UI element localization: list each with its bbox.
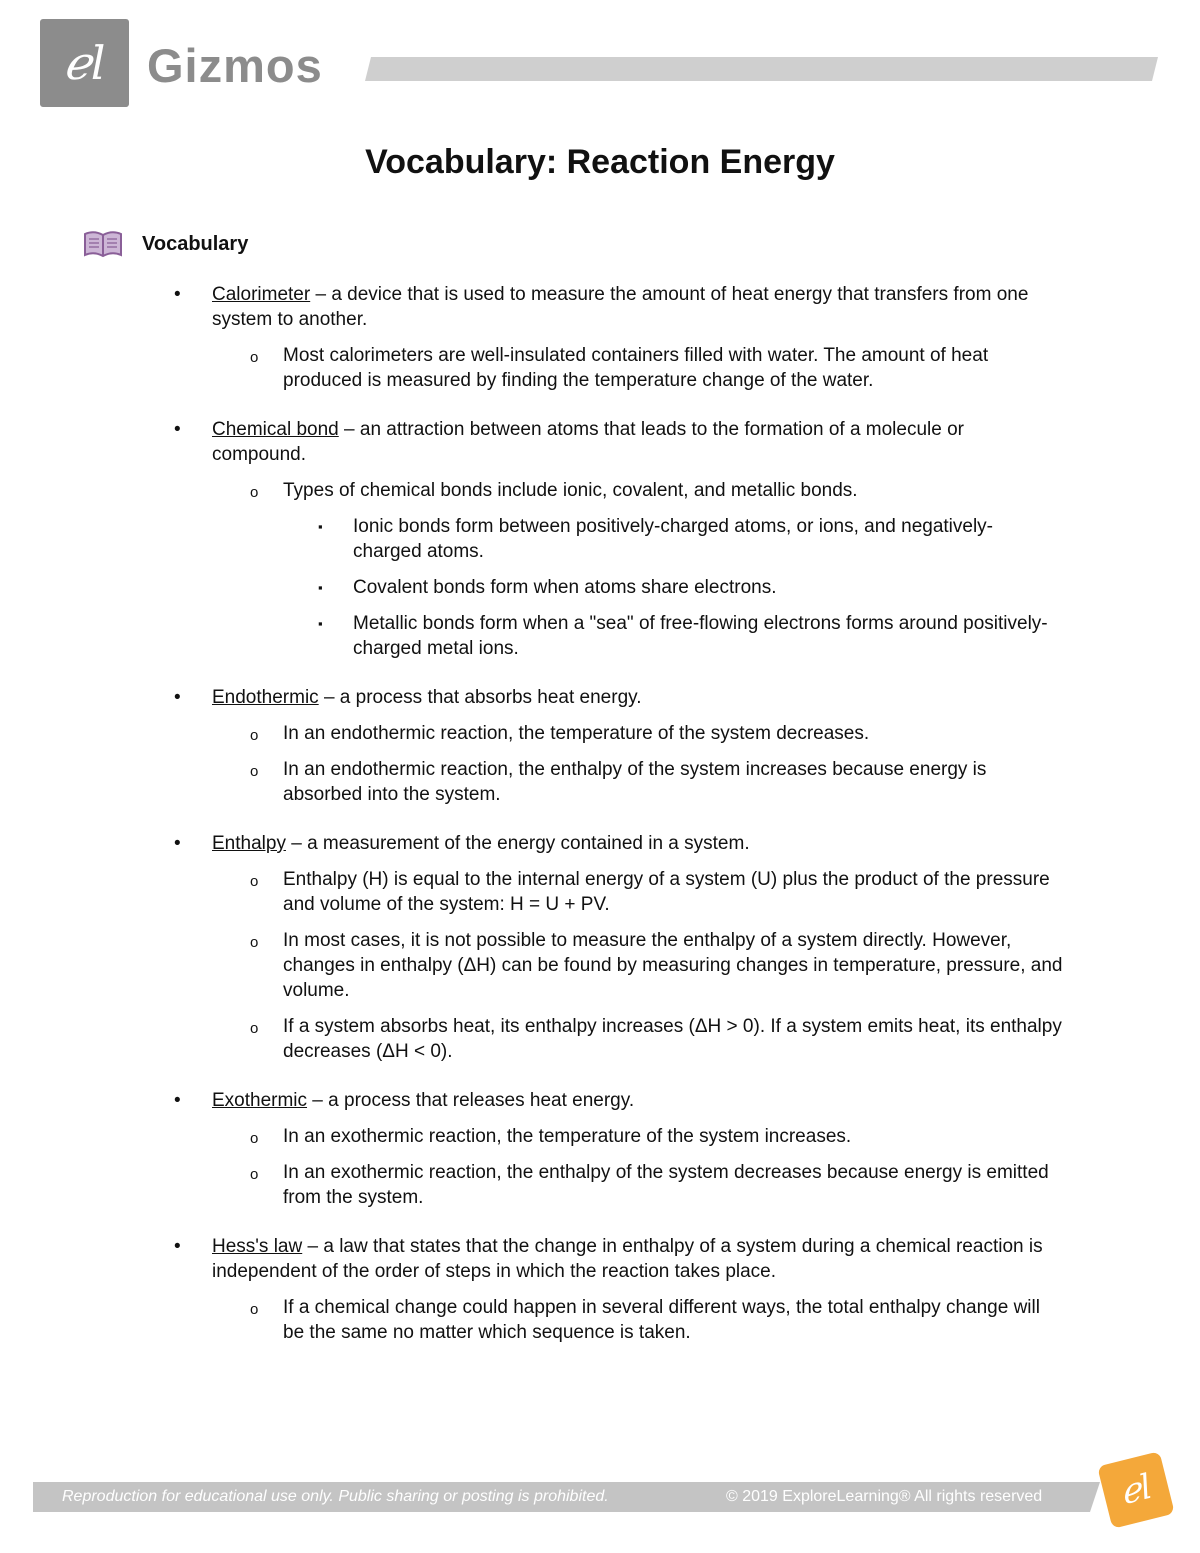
subnote-text: Covalent bonds form when atoms share electrons. <box>353 577 777 598</box>
list-item <box>0 1088 1200 1210</box>
note-item <box>0 721 1063 746</box>
footer-copyright: © 2019 ExploreLearning® All rights reserved <box>726 1488 1043 1505</box>
vocab-term: Hess's law <box>212 1236 303 1257</box>
bullet-icon: • <box>174 419 181 440</box>
definition-text: – a law that states that the change in enthalpy of a system during a chemical reaction is independent of the order of steps in which the reaction takes place. <box>212 1236 1043 1282</box>
circle-bullet-icon: o <box>250 1301 259 1318</box>
vocab-definition <box>0 417 1062 467</box>
circle-bullet-icon: o <box>250 763 259 780</box>
note-item <box>0 1124 1063 1149</box>
circle-bullet-icon: o <box>250 484 259 501</box>
vocab-definition <box>0 685 1062 710</box>
note-text: In an exothermic reaction, the temperature of the system increases. <box>283 1126 852 1147</box>
brand-name: Gizmos <box>147 39 323 92</box>
vocab-term: Calorimeter <box>212 284 311 305</box>
note-text: Most calorimeters are well-insulated containers filled with water. The amount of heat produced is measured by finding the temperature change of the water. <box>283 345 989 391</box>
circle-bullet-icon: o <box>250 1130 259 1147</box>
square-bullet-icon: ▪ <box>318 519 323 534</box>
vocab-term: Enthalpy <box>212 833 286 854</box>
subnote-item <box>0 611 1053 661</box>
list-item <box>0 1234 1200 1345</box>
note-text: In most cases, it is not possible to measure the enthalpy of a system directly. However, changes in enthalpy (ΔH) can be found by measuring changes in temperature, pressure, and volume. <box>283 930 1063 1001</box>
note-item <box>0 928 1063 1003</box>
note-text: In an endothermic reaction, the enthalpy of the system increases because energy is absorbed into the system. <box>283 759 987 805</box>
note-item <box>0 757 1063 807</box>
note-text: If a system absorbs heat, its enthalpy increases (ΔH > 0). If a system emits heat, its enthalpy decreases (ΔH < 0). <box>283 1016 1062 1062</box>
section-heading: Vocabulary <box>142 233 249 255</box>
note-text: If a chemical change could happen in several different ways, the total enthalpy change will be the same no matter which sequence is taken. <box>283 1297 1040 1343</box>
bullet-icon: • <box>174 1090 181 1111</box>
definition-text: – a process that absorbs heat energy. <box>318 687 642 708</box>
header-bar <box>365 57 1158 81</box>
list-item <box>0 685 1200 807</box>
circle-bullet-icon: o <box>250 873 259 890</box>
note-text: In an exothermic reaction, the enthalpy of the system decreases because energy is emitted from the system. <box>283 1162 1049 1208</box>
list-item <box>0 282 1200 393</box>
definition-text: – a process that releases heat energy. <box>307 1090 635 1111</box>
bullet-icon: • <box>174 284 181 305</box>
book-icon <box>82 228 124 260</box>
bullet-icon: • <box>174 833 181 854</box>
note-text: Enthalpy (H) is equal to the internal energy of a system (U) plus the product of the pressure and volume of the system: H = U + PV. <box>283 869 1050 915</box>
subnote-item <box>0 575 1053 600</box>
vocab-term: Endothermic <box>212 687 319 708</box>
list-item <box>0 417 1200 661</box>
vocab-term: Chemical bond <box>212 419 339 440</box>
gizmos-logo-badge <box>40 19 129 107</box>
note-text: In an endothermic reaction, the temperature of the system decreases. <box>283 723 870 744</box>
subnote-item <box>0 514 1053 564</box>
circle-bullet-icon: o <box>250 1166 259 1183</box>
bullet-icon: • <box>174 1236 181 1257</box>
note-text: Types of chemical bonds include ionic, covalent, and metallic bonds. <box>283 480 858 501</box>
vocab-definition <box>0 1088 1062 1113</box>
square-bullet-icon: ▪ <box>318 580 323 595</box>
vocab-term: Exothermic <box>212 1090 308 1111</box>
note-item <box>0 1014 1063 1064</box>
list-item <box>0 831 1200 1064</box>
footer-notice: Reproduction for educational use only. Public sharing or posting is prohibited. <box>62 1488 609 1505</box>
note-item <box>0 867 1063 917</box>
vocab-definition <box>0 831 1062 856</box>
note-item <box>0 478 1063 503</box>
note-item <box>0 1295 1063 1345</box>
vocab-definition <box>0 282 1062 332</box>
note-item <box>0 343 1063 393</box>
bullet-icon: • <box>174 687 181 708</box>
note-item <box>0 1160 1063 1210</box>
explorelearning-logo-icon: ℯl <box>1116 1466 1156 1514</box>
vocab-definition <box>0 1234 1062 1284</box>
explorelearning-logo-icon: ℯl <box>63 36 106 90</box>
subnote-text: Ionic bonds form between positively-charged atoms, or ions, and negatively-charged atoms. <box>353 516 994 562</box>
vocabulary-list <box>0 282 1200 1369</box>
square-bullet-icon: ▪ <box>318 616 323 631</box>
circle-bullet-icon: o <box>250 1020 259 1037</box>
footer-logo-badge <box>1097 1451 1175 1529</box>
circle-bullet-icon: o <box>250 934 259 951</box>
circle-bullet-icon: o <box>250 349 259 366</box>
definition-text: – an attraction between atoms that leads to the formation of a molecule or compound. <box>212 419 964 465</box>
subnote-text: Metallic bonds form when a "sea" of free-flowing electrons forms around positively-charged metal ions. <box>353 613 1048 659</box>
definition-text: – a device that is used to measure the amount of heat energy that transfers from one system to another. <box>212 284 1029 330</box>
definition-text: – a measurement of the energy contained in a system. <box>285 833 750 854</box>
circle-bullet-icon: o <box>250 727 259 744</box>
page-title: Vocabulary: Reaction Energy <box>365 143 835 181</box>
